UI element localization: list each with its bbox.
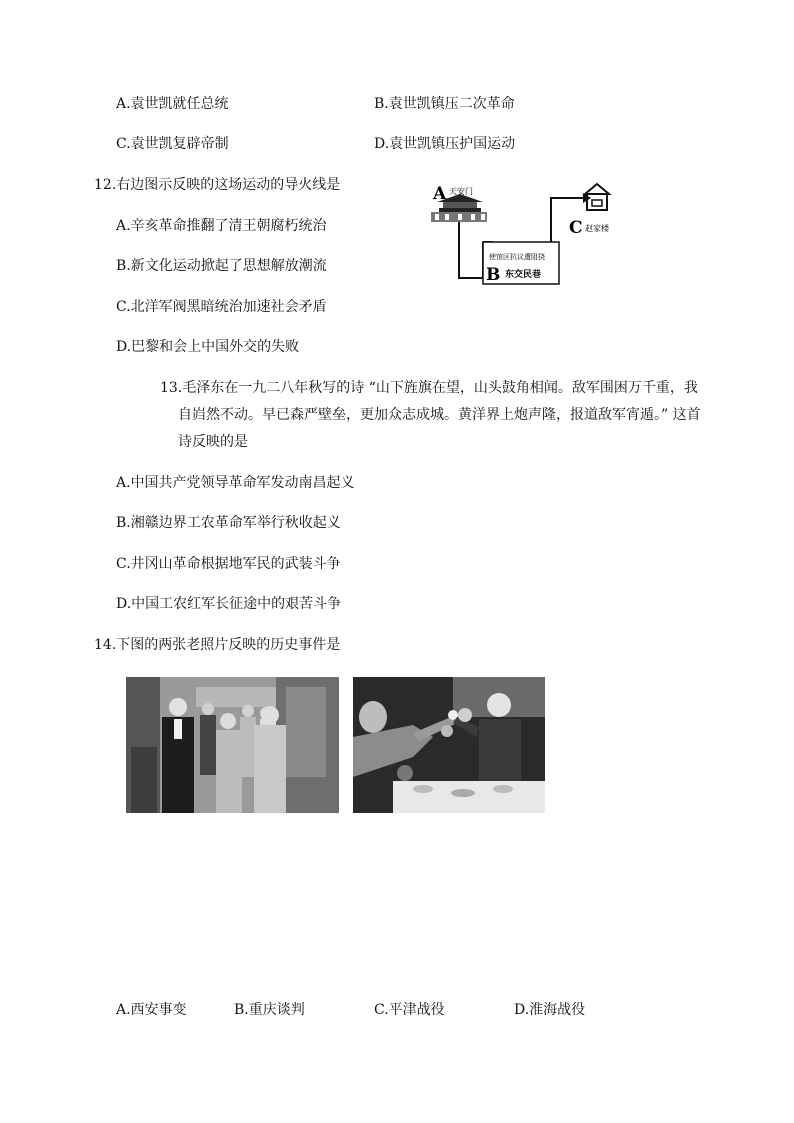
q13-option-c: C.井冈山革命根据地军民的武装斗争	[116, 556, 341, 572]
q13-option-a: A.中国共产党领导革命军发动南昌起义	[116, 475, 355, 491]
diagram-label-b-line2: 东交民巷	[505, 270, 542, 280]
diagram-label-c-text: 赵家楼	[585, 224, 609, 233]
may-fourth-route-diagram	[425, 180, 625, 290]
q14-option-c: C.平津战役	[374, 1002, 445, 1018]
q11-option-d: D.袁世凯镇压护国运动	[374, 136, 516, 152]
q11-option-c: C.袁世凯复辟帝制	[116, 136, 229, 152]
q13-option-d: D.中国工农红军长征途中的艰苦斗争	[116, 596, 342, 612]
q12-option-c: C.北洋军阀黑暗统治加速社会矛盾	[116, 299, 327, 315]
q13-stem-line1: 13.毛泽东在一九二八年秋写的诗 “山下旌旗在望，山头鼓角相闻。敌军围困万千重，我	[160, 380, 698, 396]
historical-photo-1	[126, 677, 339, 813]
diagram-label-a-text: 天安门	[449, 187, 473, 196]
diagram-label-a: A	[433, 184, 447, 204]
q13-stem-line2: 自岿然不动。早已森严壁垒，更加众志成城。黄洋界上炮声隆，报道敌军宵遁。” 这首	[178, 407, 701, 423]
q11-option-b: B.袁世凯镇压二次革命	[374, 96, 515, 112]
q14-option-b: B.重庆谈判	[234, 1002, 305, 1018]
diagram-label-c: C	[569, 218, 583, 238]
q11-option-a: A.袁世凯就任总统	[116, 96, 229, 112]
diagram-label-b: B	[486, 265, 501, 285]
q12-option-b: B.新文化运动掀起了思想解放潮流	[116, 258, 327, 274]
diagram-label-b-line1: 使馆区抗议遭阻挠	[489, 253, 545, 261]
q14-stem: 14.下图的两张老照片反映的历史事件是	[94, 637, 341, 653]
historical-photo-2	[353, 677, 545, 813]
q14-option-d: D.淮海战役	[514, 1002, 586, 1018]
q13-option-b: B.湘赣边界工农革命军举行秋收起义	[116, 515, 341, 531]
q12-stem: 12.右边图示反映的这场运动的导火线是	[94, 177, 341, 193]
q12-option-a: A.辛亥革命推翻了清王朝腐朽统治	[116, 218, 327, 234]
q13-stem-line3: 诗反映的是	[178, 434, 248, 450]
q14-option-a: A.西安事变	[116, 1002, 187, 1018]
q12-option-d: D.巴黎和会上中国外交的失败	[116, 339, 300, 355]
